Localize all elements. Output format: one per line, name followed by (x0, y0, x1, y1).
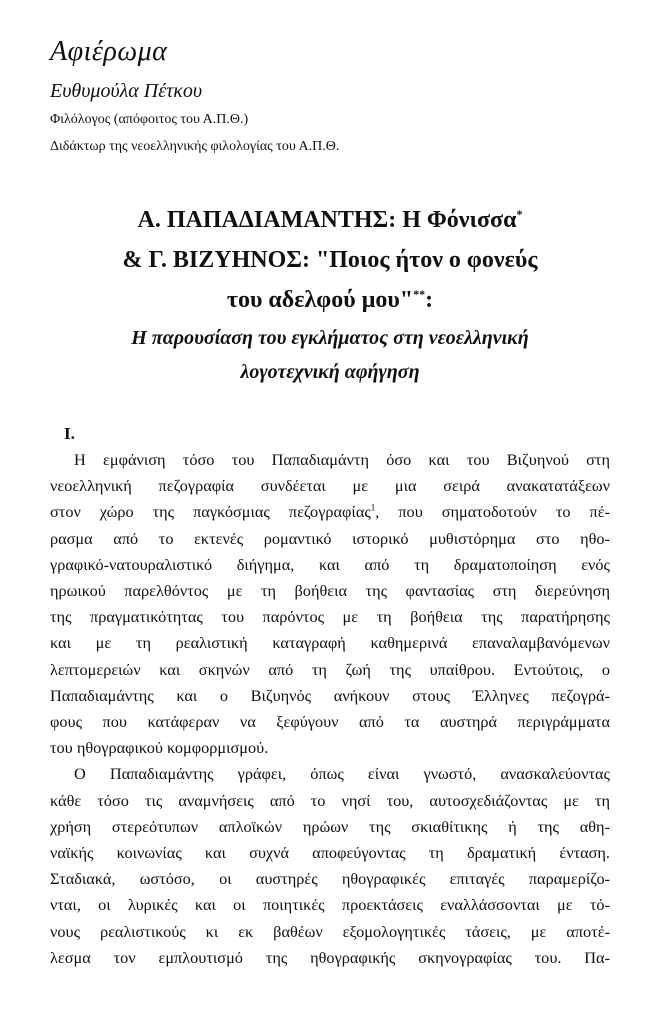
text-line: νους ρεαλιστικούς κι εκ βαθέων εξομολογητικές τάσεις, με αποτέ- (50, 921, 610, 941)
paragraph-2 (50, 761, 610, 971)
body-text (50, 447, 610, 971)
text-line: χρήση στερεότυπων απλοϊκών ηρώων της σκιαθίτικης ή της αθη- (50, 816, 610, 836)
text-line: του ηθογραφικού κομφορμισμού. (50, 738, 269, 758)
article-title-line-1: Α. ΠΑΠΑΔΙΑΜΑΝΤΗΣ: Η Φόνισσα* (137, 207, 523, 233)
paragraph-1 (50, 447, 610, 761)
text-line: Η εμφάνιση τόσο του Παπαδιαμάντη όσο και του Βιζυηνού στη (74, 450, 610, 469)
section-numeral: I. (64, 424, 75, 443)
text-line: νται, οι λυρικές και οι ποιητικές προεκτάσεις εναλλάσσονται με τό- (50, 895, 610, 915)
footnote-mark: * (516, 207, 523, 221)
text-line: λεσμα τον εμπλουτισμό της ηθογραφικής σκηνογραφίας του. Πα- (50, 947, 610, 967)
text-line: Σταδιακά, ωστόσο, οι αυστηρές ηθογραφικές επιταγές παραμερίζο- (50, 869, 610, 889)
footnote-mark: ** (413, 287, 426, 301)
text-line: Παπαδιαμάντης και ο Βιζυηνός ανήκουν στους Έλληνες πεζογρά- (50, 685, 610, 705)
section-title: Αφιέρωμα (50, 36, 168, 67)
text-line: της πραγματικότητας του παρόντος με τη βοήθεια της παρατήρησης (50, 607, 610, 627)
article-title-line-2: & Γ. ΒΙΖΥΗΝΟΣ: "Ποιος ήτον ο φονεύς (122, 247, 538, 273)
text-line: γραφικό-νατουραλιστικό διήγημα, και από τη δραματοποίηση ενός (50, 554, 610, 574)
article-subtitle-line-1: Η παρουσίαση του εγκλήματος στη νεοελληνική (131, 327, 529, 349)
text-line: Ο Παπαδιαμάντης γράφει, όπως είναι γνωστό, ανασκαλεύοντας (74, 764, 610, 784)
author-credential-2: Διδάκτωρ της νεοελληνικής φιλολογίας του Α.Π.Θ. (50, 139, 340, 154)
footnote-ref: 1 (370, 502, 376, 513)
text-line: νεοελληνική πεζογραφία συνδέεται με μια σειρά ανακατατάξεων (50, 476, 610, 496)
text-line: ηρωικού παρελθόντος με τη βοήθεια της φαντασίας στη διερεύνηση (50, 581, 610, 601)
text-line: λεπτομερειών και σκηνών από τη ζωή της υπαίθρου. Εντούτοις, ο (50, 659, 610, 679)
article-subtitle-line-2: λογοτεχνική αφήγηση (240, 361, 420, 383)
text-line: φους που κατάφεραν να ξεφύγουν από τα αυστηρά περιγράμματα (50, 712, 610, 732)
text-line: ναϊκής κοινωνίας και συχνά αποφεύγοντας τη δραματική ένταση. (50, 843, 610, 863)
text-line: και με τη ρεαλιστική καταγραφή καθημερινά επαναλαμβανόμενων (50, 633, 610, 653)
text-line: στον χώρο της παγκόσμιας πεζογραφίας$^1$, που σηματοδοτούν το πέ- (50, 502, 610, 522)
text-line: κάθε τόσο τις αναμνήσεις από το νησί του, αυτοσχεδιάζοντας με τη (50, 790, 610, 810)
text-line: ρασμα από το εκτενές ρομαντικό ιστορικό μυθιστόρημα στο ηθο- (50, 528, 610, 548)
author-name: Ευθυμούλα Πέτκου (50, 80, 203, 102)
author-credential-1: Φιλόλογος (απόφοιτος του Α.Π.Θ.) (50, 112, 249, 127)
article-title-line-3: του αδελφού μου"**: (226, 287, 434, 313)
